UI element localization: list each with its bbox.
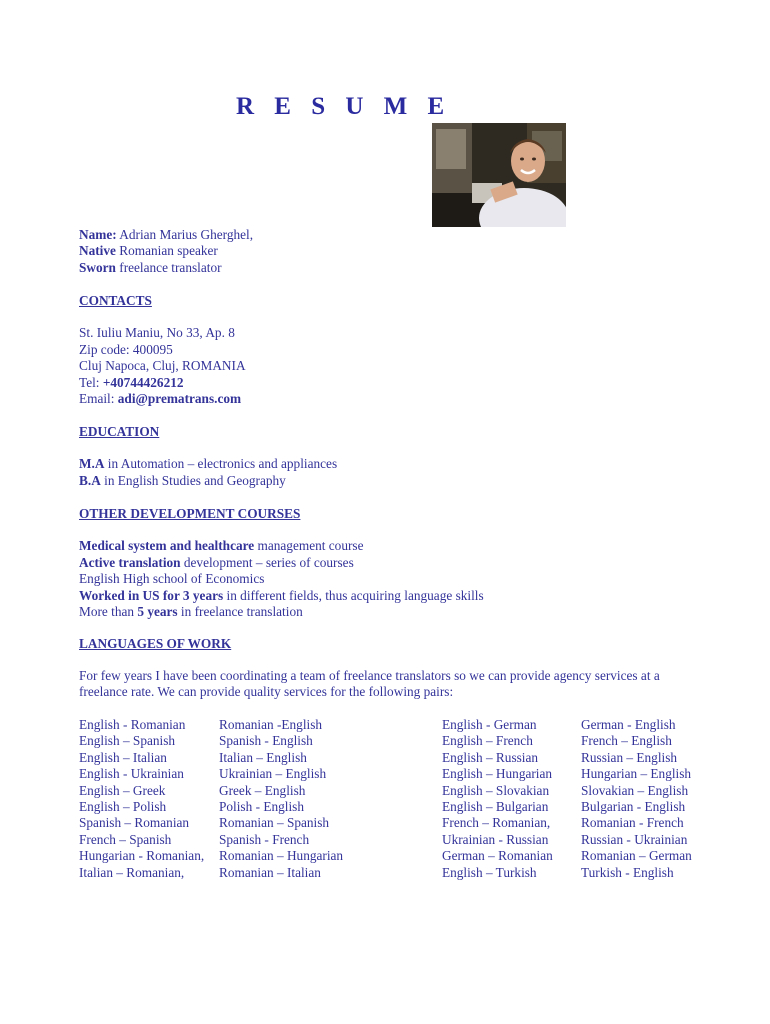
course-line: English High school of Economics — [79, 571, 265, 587]
language-pair: English - German — [442, 717, 537, 732]
native-value: Romanian speaker — [115, 243, 218, 259]
ba-label: B.A — [79, 472, 101, 488]
course-text: management course — [254, 538, 364, 554]
language-pair: Romanian – Hungarian — [219, 848, 344, 864]
course-line — [79, 604, 484, 620]
language-pair: Spanish - English — [219, 733, 313, 749]
languages-heading: LANGUAGES OF WORK — [79, 636, 232, 651]
language-pair: Russian - Ukrainian — [581, 831, 688, 847]
language-pair: Bulgarian - English — [581, 799, 686, 815]
languages-intro: For few years I have been coordinating a team of freelance translators so we can provide agency services at a freelance rate. We can provide quality services for the following pairs: — [79, 668, 660, 700]
language-pair: French – English — [581, 733, 672, 749]
language-pair: Hungarian – English — [581, 766, 692, 782]
language-pairs-column-4 — [581, 717, 692, 881]
course-bold: Medical system and healthcare — [79, 538, 255, 554]
email-label: Email: — [79, 391, 118, 407]
profile-photo-image — [432, 123, 566, 227]
language-pair: Italian – English — [219, 749, 307, 765]
languages-section — [79, 636, 231, 652]
education-ma — [79, 456, 337, 472]
education-heading: EDUCATION — [79, 424, 160, 439]
name-label: Name: — [79, 227, 117, 242]
contacts-city: Cluj Napoca, Cluj, ROMANIA — [79, 358, 246, 374]
profile-photo — [432, 123, 566, 227]
email-value: adi@prematrans.com — [117, 391, 242, 407]
language-pair: English - Romanian — [79, 717, 186, 732]
contacts-zip: Zip code: 400095 — [79, 341, 173, 357]
language-pair: English – Bulgarian — [442, 799, 549, 815]
language-pair: Romanian – Italian — [219, 864, 321, 880]
language-pair: English – French — [442, 733, 533, 749]
language-pair: English – Hungarian — [442, 766, 553, 782]
contacts-tel — [79, 375, 246, 391]
course-text: in freelance translation — [177, 604, 303, 620]
language-pair: Romanian – Spanish — [219, 815, 330, 831]
course-bold: 5 years — [137, 604, 178, 620]
language-pair: Romanian - French — [581, 815, 684, 831]
contacts-section — [79, 293, 246, 407]
course-bold: Worked in US for 3 years — [79, 587, 224, 603]
language-pair: Romanian -English — [219, 717, 323, 732]
ma-value: in Automation – electronics and appliances — [104, 456, 338, 472]
profile-section — [79, 227, 253, 276]
language-pair: German – Romanian — [442, 848, 553, 864]
contacts-street: St. Iuliu Maniu, No 33, Ap. 8 — [79, 325, 235, 341]
language-pair: Slovakian – English — [581, 782, 689, 798]
language-pair: Italian – Romanian, — [79, 864, 185, 880]
language-pairs-column-1 — [79, 717, 204, 881]
language-pair: Turkish - English — [581, 864, 674, 880]
courses-heading: OTHER DEVELOPMENT COURSES — [79, 506, 301, 521]
sworn-line — [79, 260, 253, 276]
language-pair: Polish - English — [219, 799, 304, 815]
course-text: More than — [79, 604, 138, 620]
course-line — [79, 538, 484, 554]
language-pair: Ukrainian - Russian — [442, 831, 549, 847]
education-ba — [79, 473, 337, 489]
language-pairs-column-2 — [219, 717, 343, 881]
native-line — [79, 243, 253, 259]
education-section — [79, 424, 337, 489]
language-pair: Russian – English — [581, 749, 678, 765]
language-pair: English – Turkish — [442, 864, 537, 880]
language-pair: Greek – English — [219, 782, 306, 798]
course-text: development – series of courses — [180, 554, 354, 570]
course-text: in different fields, thus acquiring language skills — [223, 587, 484, 603]
language-pair: French – Romanian, — [442, 815, 551, 831]
language-pair: Spanish – Romanian — [79, 815, 190, 831]
contacts-heading: CONTACTS — [79, 293, 152, 308]
native-label: Native — [79, 243, 116, 259]
ba-value: in English Studies and Geography — [100, 472, 286, 488]
language-pair: English – Slovakian — [442, 782, 550, 798]
language-pair: English – Italian — [79, 749, 167, 765]
language-pair: Spanish - French — [219, 831, 310, 847]
language-pair: German - English — [581, 717, 676, 732]
language-pair: English – Polish — [79, 799, 167, 815]
name-line — [79, 227, 253, 243]
language-pair: Hungarian - Romanian, — [79, 848, 205, 864]
course-line — [79, 555, 484, 571]
courses-section — [79, 506, 484, 620]
language-pair: Ukrainian – English — [219, 766, 327, 782]
course-line — [79, 588, 484, 604]
course-bold: Active translation — [79, 554, 181, 570]
tel-label: Tel: — [79, 374, 103, 390]
language-pair: English – Russian — [442, 749, 539, 765]
language-pair: English - Ukrainian — [79, 766, 184, 782]
sworn-value: freelance translator — [115, 259, 222, 275]
language-pairs-column-3 — [442, 717, 553, 881]
tel-value: +40744426212 — [102, 374, 184, 390]
ma-label: M.A — [79, 456, 105, 472]
sworn-label: Sworn — [79, 259, 116, 275]
contacts-email — [79, 391, 246, 407]
page-title: R E S U M E — [236, 93, 452, 120]
language-pair: English – Spanish — [79, 733, 176, 749]
language-pair: English – Greek — [79, 782, 166, 798]
name-value: Adrian Marius Gherghel, — [116, 227, 254, 242]
language-pair: French – Spanish — [79, 831, 172, 847]
language-pair: Romanian – German — [581, 848, 692, 864]
